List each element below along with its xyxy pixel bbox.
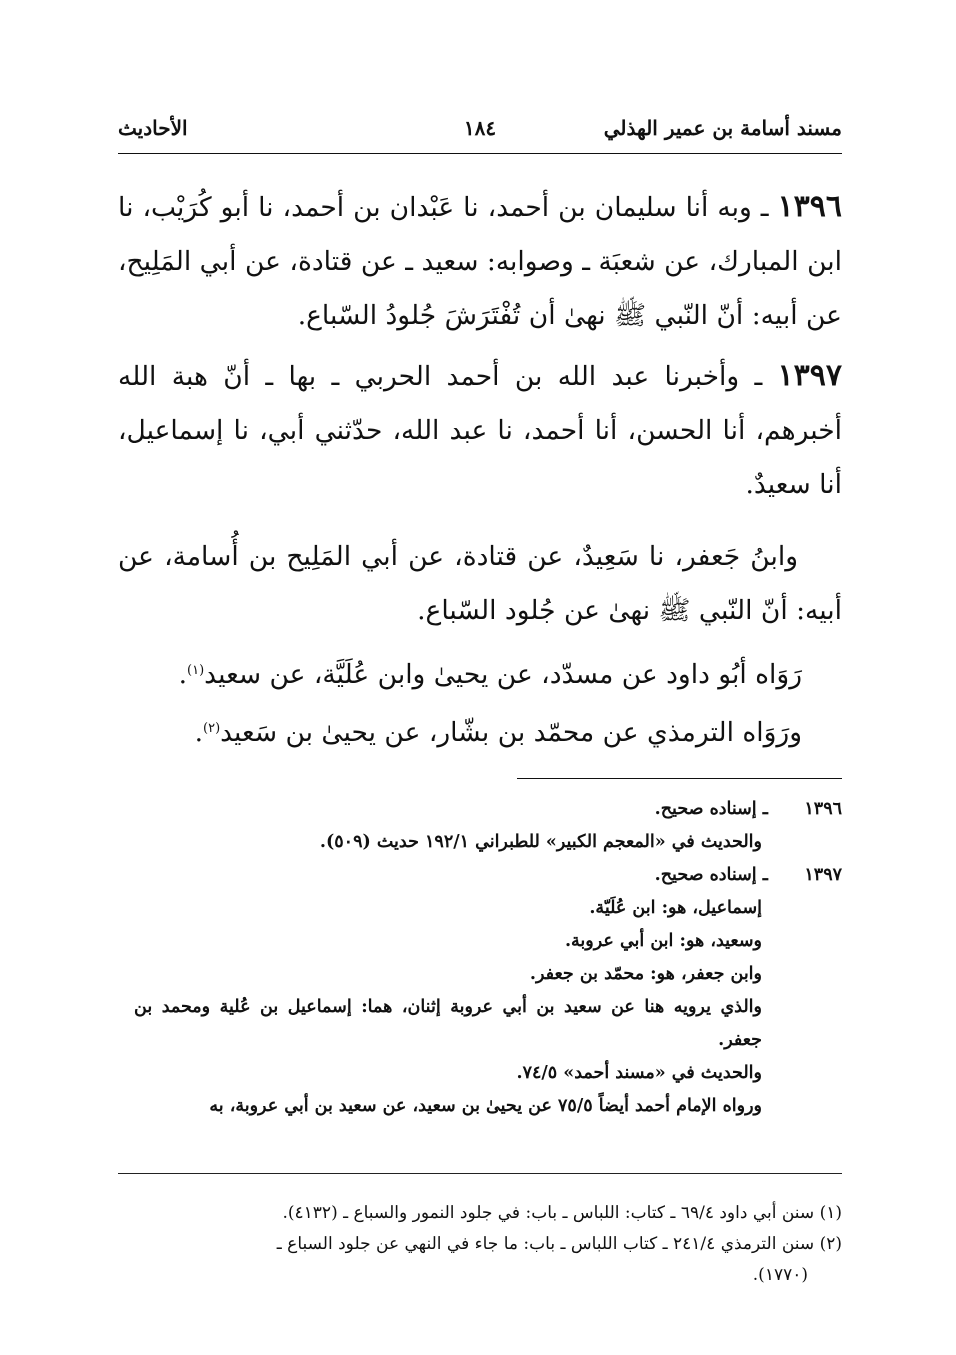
note-line: والحديث في «مسند أحمد» ٧٤/٥. [516,1063,762,1083]
header-section-title: الأحاديث [118,116,188,140]
hadith-text: ـ وبه أنا سليمان بن أحمد، نا عَبْدان بن أحمد، نا أبو كُرَيْب، نا ابن المبارك، عن شعبَة ـ وصوابه: سعيد ـ عن قتادة، عن أبي المَلِيح، عن أبيه: أنّ النّبي ﷺ نهىٰ أن تُفْتَرَشَ جُلودُ السّباع. [118,192,842,331]
riwayah-tirmidhi [118,702,842,760]
riwayah-text: رَوَاه أبُو داود عن مسدّد، عن يحيىٰ وابن عُلَيَّة، عن سعيد [204,659,802,690]
note-line: والذي يرويه هنا عن سعيد بن أبي عروبة إثنان، هما: إسماعيل بن عُلية ومحمد بن جعفر. [134,997,762,1050]
riwayah-text: ورَوَاه الترمذي عن محمّد بن بشّار، عن يحيىٰ بن سَعيد [220,717,802,748]
main-text [118,180,842,760]
footnote-marker[interactable]: (١) [187,663,205,678]
footnote-1: (١) سنن أبي داود ٦٩/٤ ـ كتاب: اللباس ـ باب: في جلود النمور والسباع ـ (٤١٣٢). [282,1203,842,1223]
footnote-2: (٢) سنن الترمذي ٢٤١/٤ ـ كتاب اللباس ـ باب: ما جاء في النهي عن جلود السباع ـ [276,1234,842,1254]
riwayah-end: . [178,659,188,690]
running-header [118,110,842,150]
hadith-continuation: وابنُ جَعفر، نا سَعِيدٌ، عن قتادة، عن أبي المَلِيح بن أُسامة، عن أبيه: أنّ النّبي ﷺ نهىٰ عن جُلود السّباع. [118,541,842,626]
footnote-marker[interactable]: (٢) [203,721,221,736]
hadith-number: ١٣٩٦ [777,189,842,224]
note-text: ـ إسناده صحيح. [654,799,774,819]
riwayah-abu-dawud [118,644,842,702]
note-1396-heading [134,793,842,826]
note-text: ـ إسناده صحيح. [654,865,774,885]
riwayah-end: . [194,717,203,748]
note-line: ورواه الإمام أحمد أيضاً ٧٥/٥ عن يحيىٰ بن سعيد، عن سعيد بن أبي عروبة، به [209,1096,762,1116]
notes-divider [517,778,842,779]
hadith-number: ١٣٩٧ [777,358,842,393]
footnotes [118,1198,842,1291]
note-line: وابن جعفر، هو: محمّد بن جعفر. [529,964,762,984]
header-divider [118,153,842,154]
page-number: ١٨٤ [463,116,497,140]
note-line: وسعيد، هو: ابن أبي عروبة. [564,931,762,951]
hadith-text: ـ وأخبرنا عبد الله بن أحمد الحربي ـ بها ـ أنّ هبة الله أخبرهم، أنا الحسن، أنا أحمد، نا عبد الله، حدّثني أبي، نا إسماعيل، أنا سعيدٌ. [118,361,842,500]
footnote-2-continuation: (١٧٧٠). [752,1265,808,1285]
hadith-1396 [118,180,842,343]
note-line: إسماعيل، هو: ابن عُلَيّة. [589,898,762,918]
hadith-1397 [118,349,842,512]
note-number: ١٣٩٧ [804,865,842,885]
note-number: ١٣٩٦ [804,799,842,819]
note-1397-heading [134,859,842,892]
header-book-title: مسند أسامة بن عمير الهذلي [603,116,842,140]
footnotes-divider [118,1173,842,1174]
note-line: والحديث في «المعجم الكبير» للطبراني ١٩٢/١ حديث (٥٠٩). [319,832,762,852]
commentary-notes [134,793,842,1123]
